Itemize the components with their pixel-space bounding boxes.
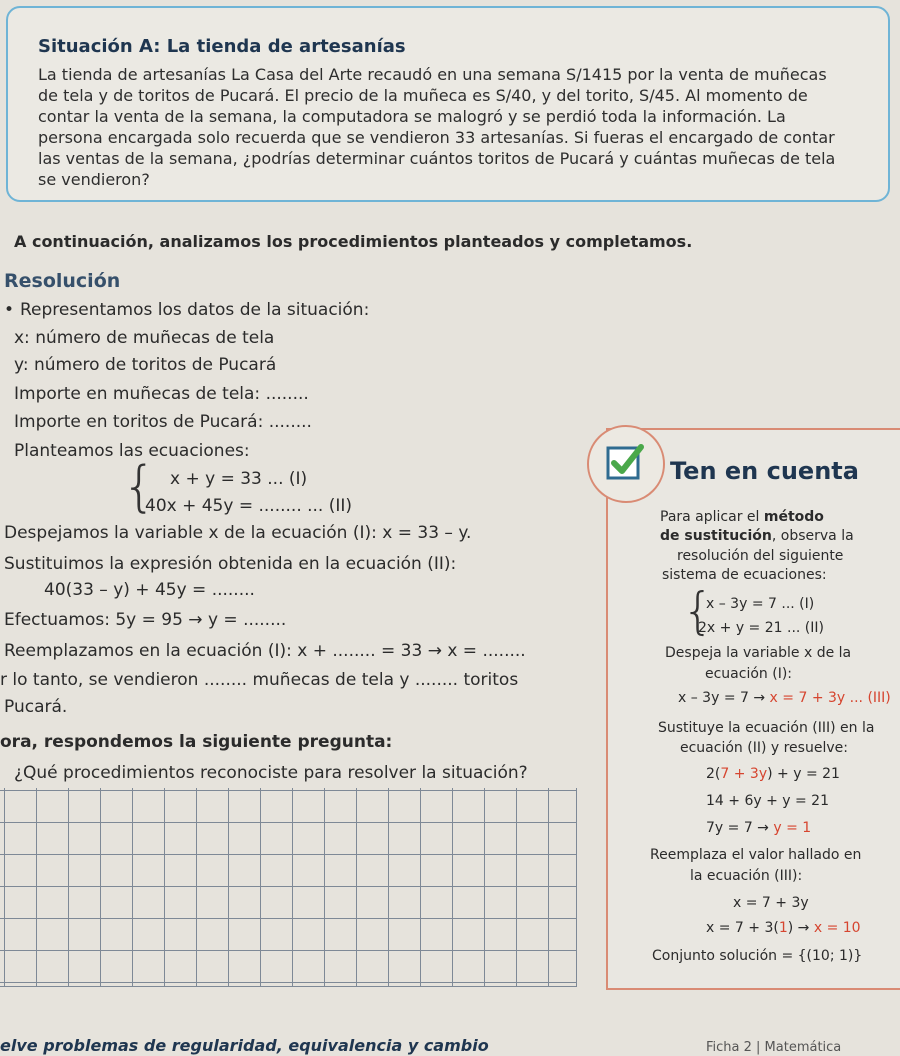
- tip-step-2a: Sustituye la ecuación (III) en la: [658, 720, 875, 736]
- tip-calc-5: x = 7 + 3(1) → x = 10: [706, 920, 861, 936]
- problem-title: Situación A: La tienda de artesanías: [38, 36, 406, 57]
- tip-calc-1: 2(7 + 3y) + y = 21: [706, 766, 840, 782]
- brace-icon: {: [122, 455, 157, 518]
- problem-text: La tienda de artesanías La Casa del Arte recaudó en una semana S/1415 por la venta de muñecas de tela y de toritos de Pucará. El precio de la muñeca es S/40, y del torito, S/45. Al momento de contar la venta de la semana, la computadora se malogró y se perdió toda la información. La persona encargada solo recuerda que se vendieron 33 artesanías. Si fueras el encargado de contar las ventas de la semana, ¿podrías determinar cuántos toritos de Pucará y cuántas muñecas de tela se vendieron?: [38, 65, 836, 189]
- tip-calc-2: 14 + 6y + y = 21: [706, 793, 829, 809]
- tip-step-1b: ecuación (I):: [705, 666, 793, 682]
- pregunta-text: ¿Qué procedimientos reconociste para resolver la situación?: [14, 763, 528, 783]
- variable-x: x: número de muñecas de tela: [14, 328, 275, 348]
- sustitucion-ecuacion: 40(33 – y) + 45y = ........: [44, 580, 255, 600]
- tip-brace-icon: {: [682, 582, 714, 640]
- planteamos-text: Planteamos las ecuaciones:: [14, 441, 250, 461]
- tip-step-2b: ecuación (II) y resuelve:: [680, 740, 848, 756]
- bullet-marker: •: [4, 300, 15, 320]
- resolution-heading: Resolución: [4, 270, 121, 292]
- checkbox-icon: [587, 425, 665, 503]
- tip-step-1-equation: x – 3y = 7 → x = 7 + 3y ... (III): [678, 690, 891, 706]
- pregunta-intro: ora, respondemos la siguiente pregunta:: [0, 732, 393, 752]
- equation-2: 40x + 45y = ........ ... (II): [145, 496, 353, 516]
- tip-system-eq-2: 2x + y = 21 ... (II): [698, 620, 824, 636]
- footer-text: elve problemas de regularidad, equivalencia y cambio: [0, 1036, 489, 1055]
- tip-line-1: Para aplicar el método: [660, 509, 824, 525]
- equation-1: x + y = 33 ... (I): [170, 469, 308, 489]
- sustituimos-text: Sustituimos la expresión obtenida en la ecuación (II):: [4, 554, 457, 574]
- conclusion-line-2: Pucará.: [4, 697, 68, 717]
- tip-calc-3: 7y = 7 → y = 1: [706, 820, 812, 836]
- intro-text: A continuación, analizamos los procedimientos planteados y completamos.: [14, 232, 693, 251]
- conclusion-line-1: r lo tanto, se vendieron ........ muñecas de tela y ........ toritos: [0, 670, 519, 690]
- tip-step-1a: Despeja la variable x de la: [665, 645, 852, 661]
- despejamos-text: Despejamos la variable x de la ecuación (I): x = 33 – y.: [4, 523, 472, 543]
- tip-step-3a: Reemplaza el valor hallado en: [650, 847, 862, 863]
- tip-line-4: sistema de ecuaciones:: [662, 567, 827, 583]
- importe-munecas: Importe en muñecas de tela: ........: [14, 384, 309, 404]
- tip-solution-set: Conjunto solución = {(10; 1)}: [652, 948, 863, 964]
- bullet-text: Representamos los datos de la situación:: [20, 300, 370, 320]
- tip-line-3: resolución del siguiente: [677, 548, 844, 564]
- tip-system-eq-1: x – 3y = 7 ... (I): [706, 596, 815, 612]
- importe-toritos: Importe en toritos de Pucará: ........: [14, 412, 312, 432]
- footer-page-label: Ficha 2 | Matemática: [706, 1040, 842, 1055]
- reemplazamos-text: Reemplazamos en la ecuación (I): x + ........ = 33 → x = ........: [4, 641, 526, 661]
- variable-y: y: número de toritos de Pucará: [14, 355, 277, 375]
- answer-grid[interactable]: [0, 788, 577, 987]
- tip-line-2: de sustitución, observa la: [660, 528, 854, 544]
- tip-calc-4: x = 7 + 3y: [733, 895, 809, 911]
- efectuamos-text: Efectuamos: 5y = 95 → y = ........: [4, 610, 287, 630]
- tip-step-3b: la ecuación (III):: [690, 868, 803, 884]
- ten-en-cuenta-title: Ten en cuenta: [670, 457, 859, 485]
